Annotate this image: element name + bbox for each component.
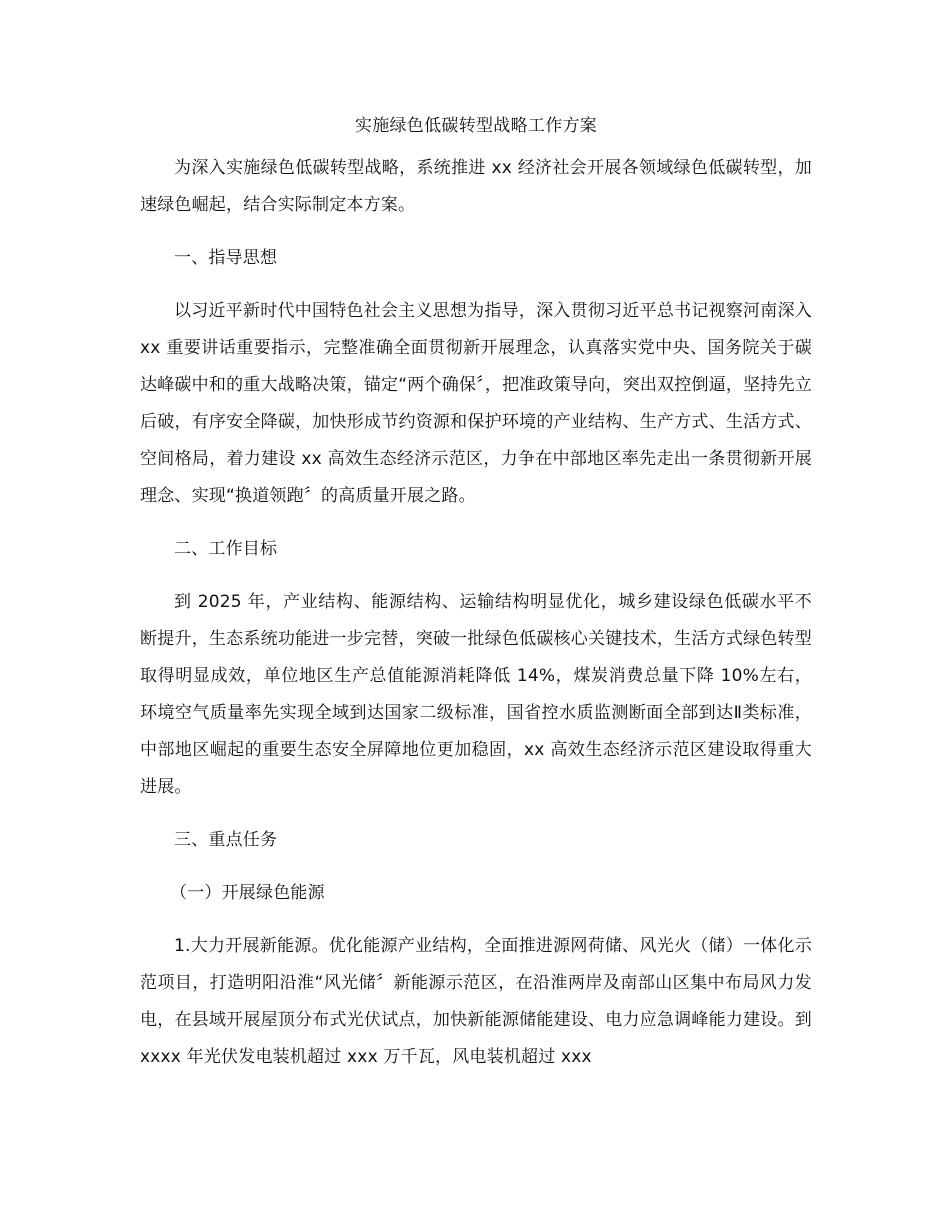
document-title: 实施绿色低碳转型战略工作方案: [354, 116, 598, 136]
section-heading-work-goals: 二、工作目标: [174, 539, 278, 559]
subsection-heading-green-energy: （一）开展绿色能源: [170, 883, 325, 903]
document-page: [140, 108, 812, 1092]
section-heading-guiding-ideology: 一、指导思想: [174, 248, 278, 268]
work-goals-paragraph: 到 2025 年，产业结构、能源结构、运输结构明显优化，城乡建设绿色低碳水平不断提升，生态系统功能进一步完替，突破一批绿色低碳核心关键技术，生活方式绿色转型取得明显成效，单位地区生产总值能源消耗降低 14%，煤炭消费总量下降 10%左右，环境空气质量率先实现全域到达国家二级标准，国省控水质监测断面全部到达Ⅱ类标准，中部地区崛起的重要生态安全屏障地位更加稳固，xx 高效生态经济示范区建设取得重大进展。: [140, 592, 812, 797]
guiding-ideology-paragraph: 以习近平新时代中国特色社会主义思想为指导，深入贯彻习近平总书记视察河南深入 xx 重要讲话重要指示，完整准确全面贯彻新开展理念，认真落实党中央、国务院关于碳达峰碳中和的重大战略决策，锚定“两个确保〞，把准政策导向，突出双控倒逼，坚持先立后破，有序安全降碳，加快形成节约资源和保护环境的产业结构、生产方式、生活方式、空间格局，着力建设 xx 高效生态经济示范区，力争在中部地区率先走出一条贯彻新开展理念、实现“换道领跑〞的高质量开展之路。: [140, 301, 812, 506]
intro-paragraph: 为深入实施绿色低碳转型战略，系统推进 xx 经济社会开展各领域绿色低碳转型，加速绿色崛起，结合实际制定本方案。: [140, 158, 812, 215]
section-heading-key-tasks: 三、重点任务: [174, 830, 278, 850]
new-energy-paragraph: 1.大力开展新能源。优化能源产业结构，全面推进源网荷储、风光火（储）一体化示范项目，打造明阳沿淮“风光储〞新能源示范区，在沿淮两岸及南部山区集中布局风力发电，在县域开展屋顶分布式光伏试点，加快新能源储能建设、电力应急调峰能力建设。到 xxxx 年光伏发电装机超过 xxx 万千瓦，风电装机超过 xxx: [140, 936, 812, 1067]
